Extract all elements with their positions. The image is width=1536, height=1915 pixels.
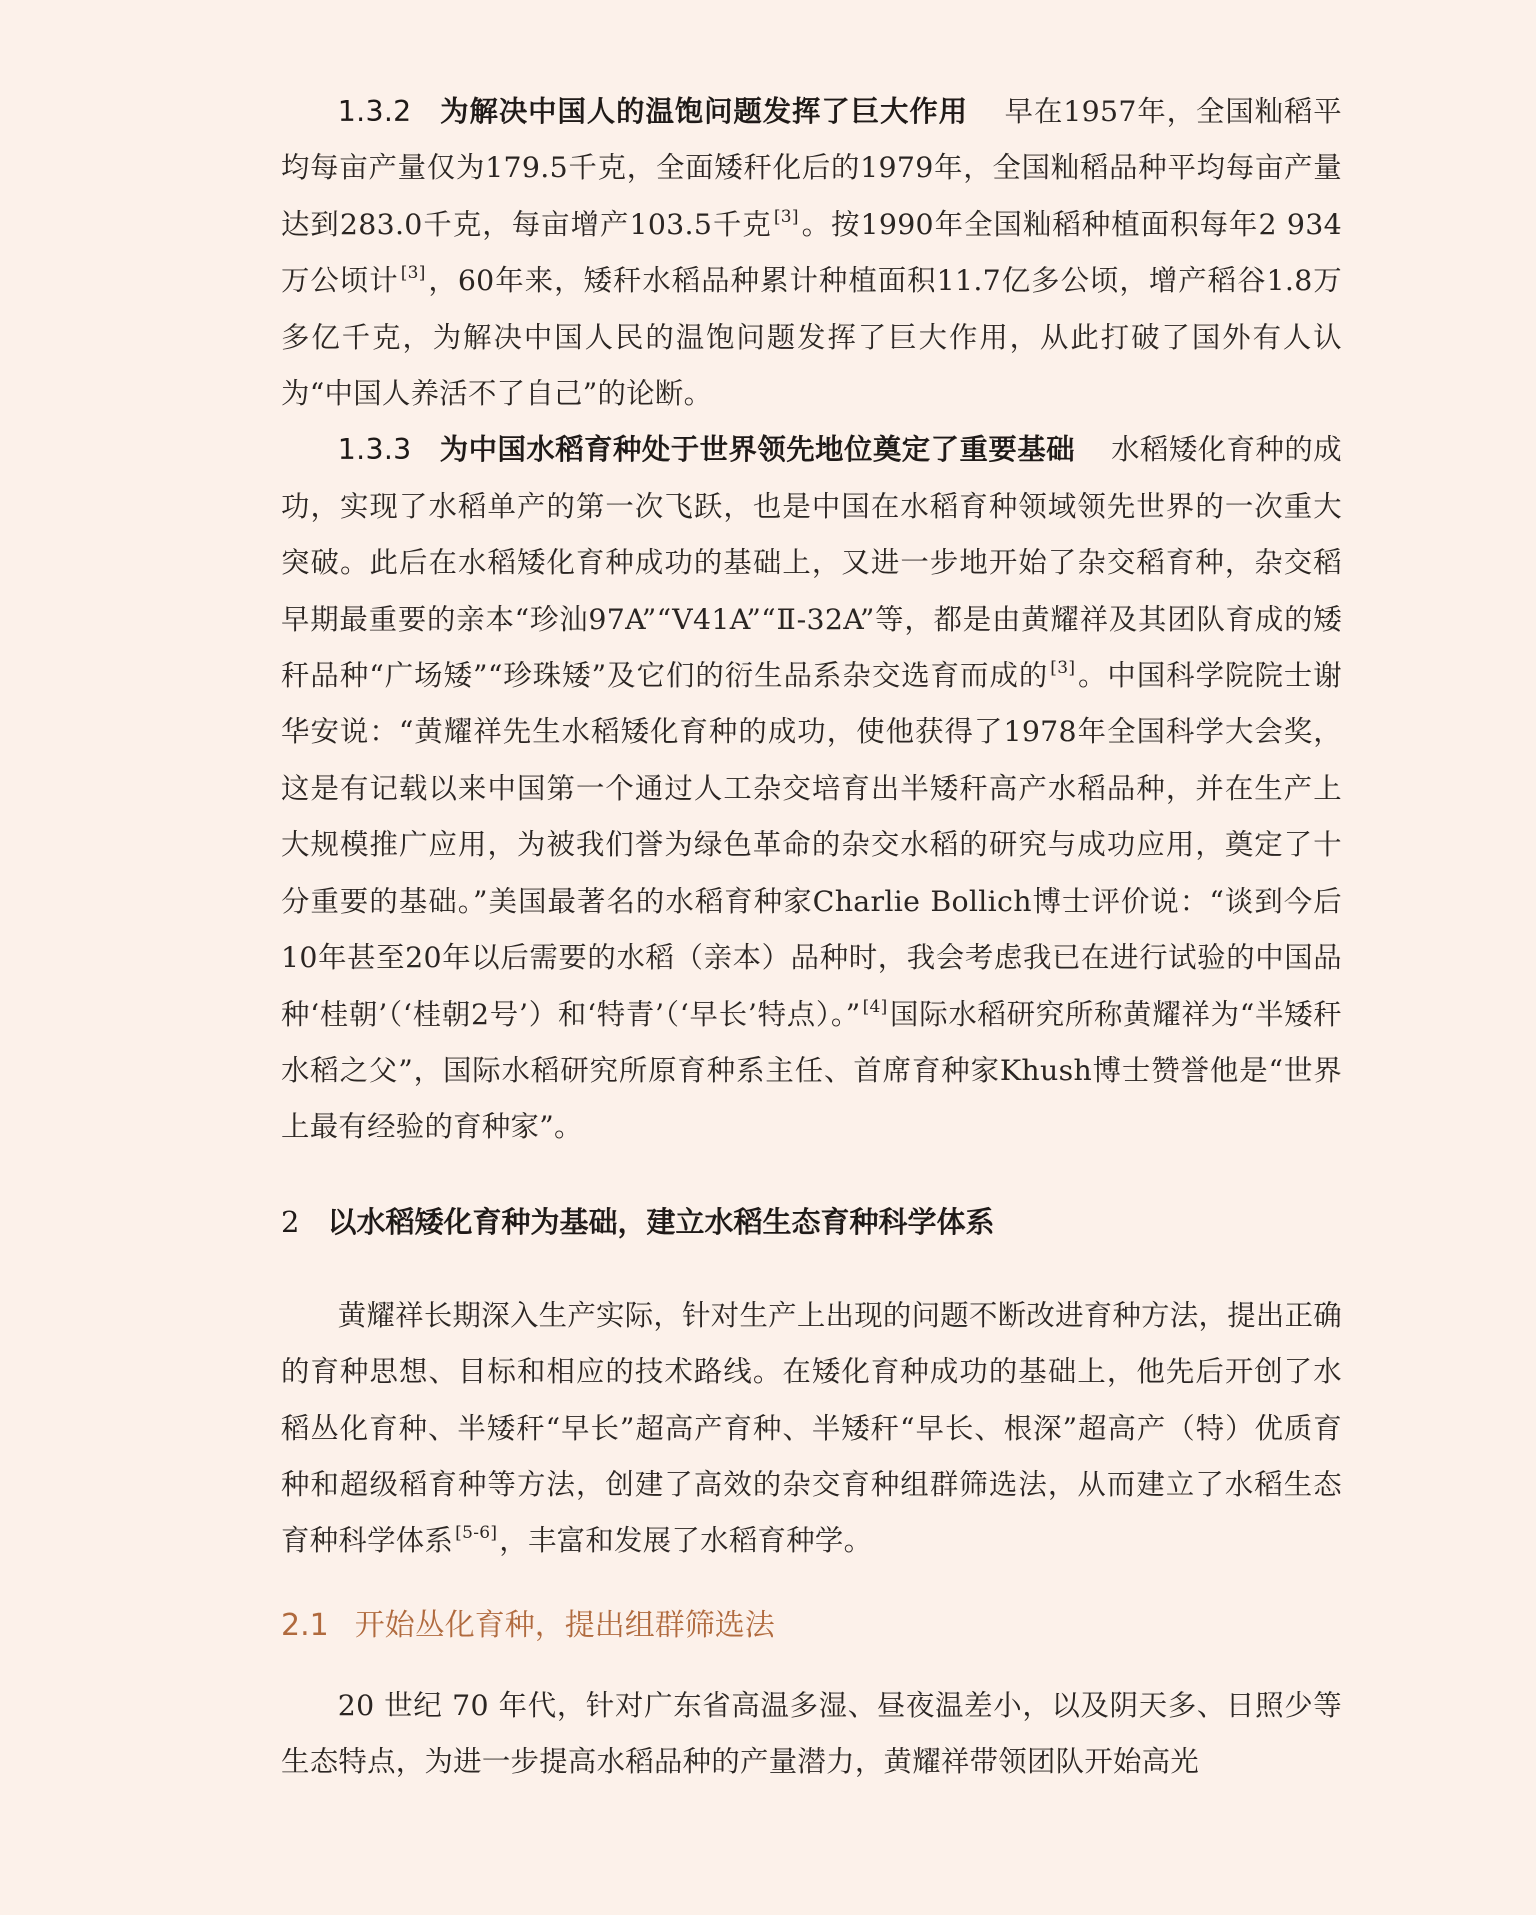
body-text: 国际水稻研究所称黄耀祥为“半矮秆水稻之父”，国际水稻研究所原育种系主任、首席育种家Khush博士赞誉他是“世界上最有经验的育种家”。	[281, 997, 1342, 1144]
document-page	[281, 84, 1342, 1791]
body-text: 。中国科学院院士谢华安说：“黄耀祥先生水稻矮化育种的成功，使他获得了1978年全国科学大会奖，这是有记载以来中国第一个通过人工杂交培育出半矮秆高产水稻品种，并在生产上大规模推广应用，为被我们誉为绿色革命的杂交水稻的研究与成功应用，奠定了十分重要的基础。”美国最著名的水稻育种家Charlie Bollich博士评价说：“谈到今后10年甚至20年以后需要的水稻（亲本）品种时，我会考虑我已在进行试验的中国品种‘桂朝’（‘桂朝2号’）和‘特青’（‘早长’特点）。”	[281, 659, 1342, 1031]
section-heading-2	[281, 1194, 1342, 1250]
paragraph-1-3-3	[281, 422, 1342, 1155]
citation[interactable]: [3]	[773, 206, 799, 227]
section-heading-2-1	[281, 1598, 1342, 1654]
section-number: 2	[281, 1204, 300, 1239]
subheading-number: 1.3.2	[337, 95, 412, 128]
body-text: 早在1957年，全国籼稻平均每亩产量仅为179.5千克，全面矮秆化后的1979年，全国籼稻品种平均每亩产量达到283.0千克，每亩增产103.5千克	[281, 95, 1342, 241]
paragraph-2-1	[281, 1678, 1342, 1791]
body-text: ，60年来，矮秆水稻品种累计种植面积11.7亿多公顷，增产稻谷1.8万多亿千克，为解决中国人民的温饱问题发挥了巨大作用，从此打破了国外有人认为“中国人养活不了自己”的论断。	[281, 264, 1342, 411]
section-title: 以水稻矮化育种为基础，建立水稻生态育种科学体系	[327, 1204, 995, 1239]
body-text: 。按1990年全国籼稻种植面积每年2 934万公顷计	[281, 207, 1342, 298]
subheading-text: 为中国水稻育种处于世界领先地位奠定了重要基础	[439, 433, 1075, 467]
citation[interactable]: [3]	[1050, 658, 1076, 679]
section-title: 开始丛化育种，提出组群筛选法	[354, 1607, 775, 1643]
section-number: 2.1	[281, 1607, 329, 1643]
subheading-number: 1.3.3	[337, 433, 412, 467]
body-text: 20 世纪 70 年代，针对广东省高温多湿、昼夜温差小，以及阴天多、日照少等生态特点，为进一步提高水稻品种的产量潜力，黄耀祥带领团队开始高光	[281, 1688, 1342, 1779]
body-text: 黄耀祥长期深入生产实际，针对生产上出现的问题不断改进育种方法，提出正确的育种思想、目标和相应的技术路线。在矮化育种成功的基础上，他先后开创了水稻丛化育种、半矮秆“早长”超高产育种、半矮秆“早长、根深”超高产（特）优质育种和超级稻育种等方法，创建了高效的杂交育种组群筛选法，从而建立了水稻生态育种科学体系	[281, 1298, 1342, 1558]
citation[interactable]: [5-6]	[455, 1523, 498, 1544]
paragraph-1-3-2	[281, 84, 1342, 422]
subheading-1-3-3	[338, 433, 1075, 466]
subheading-text: 为解决中国人的温饱问题发挥了巨大作用	[439, 95, 968, 128]
body-text: 水稻矮化育种的成功，实现了水稻单产的第一次飞跃，也是中国在水稻育种领域领先世界的一次重大突破。此后在水稻矮化育种成功的基础上，又进一步地开始了杂交稻育种，杂交稻早期最重要的亲本“珍汕97A”“V41A”“Ⅱ-32A”等，都是由黄耀祥及其团队育成的矮秆品种“广场矮”“珍珠矮”及它们的衍生品系杂交选育而成的	[281, 433, 1342, 693]
citation[interactable]: [4]	[862, 996, 888, 1017]
subheading-1-3-2	[338, 95, 968, 128]
citation[interactable]: [3]	[400, 263, 426, 284]
body-text: ，丰富和发展了水稻育种学。	[499, 1524, 873, 1558]
paragraph-section-2	[281, 1288, 1342, 1570]
